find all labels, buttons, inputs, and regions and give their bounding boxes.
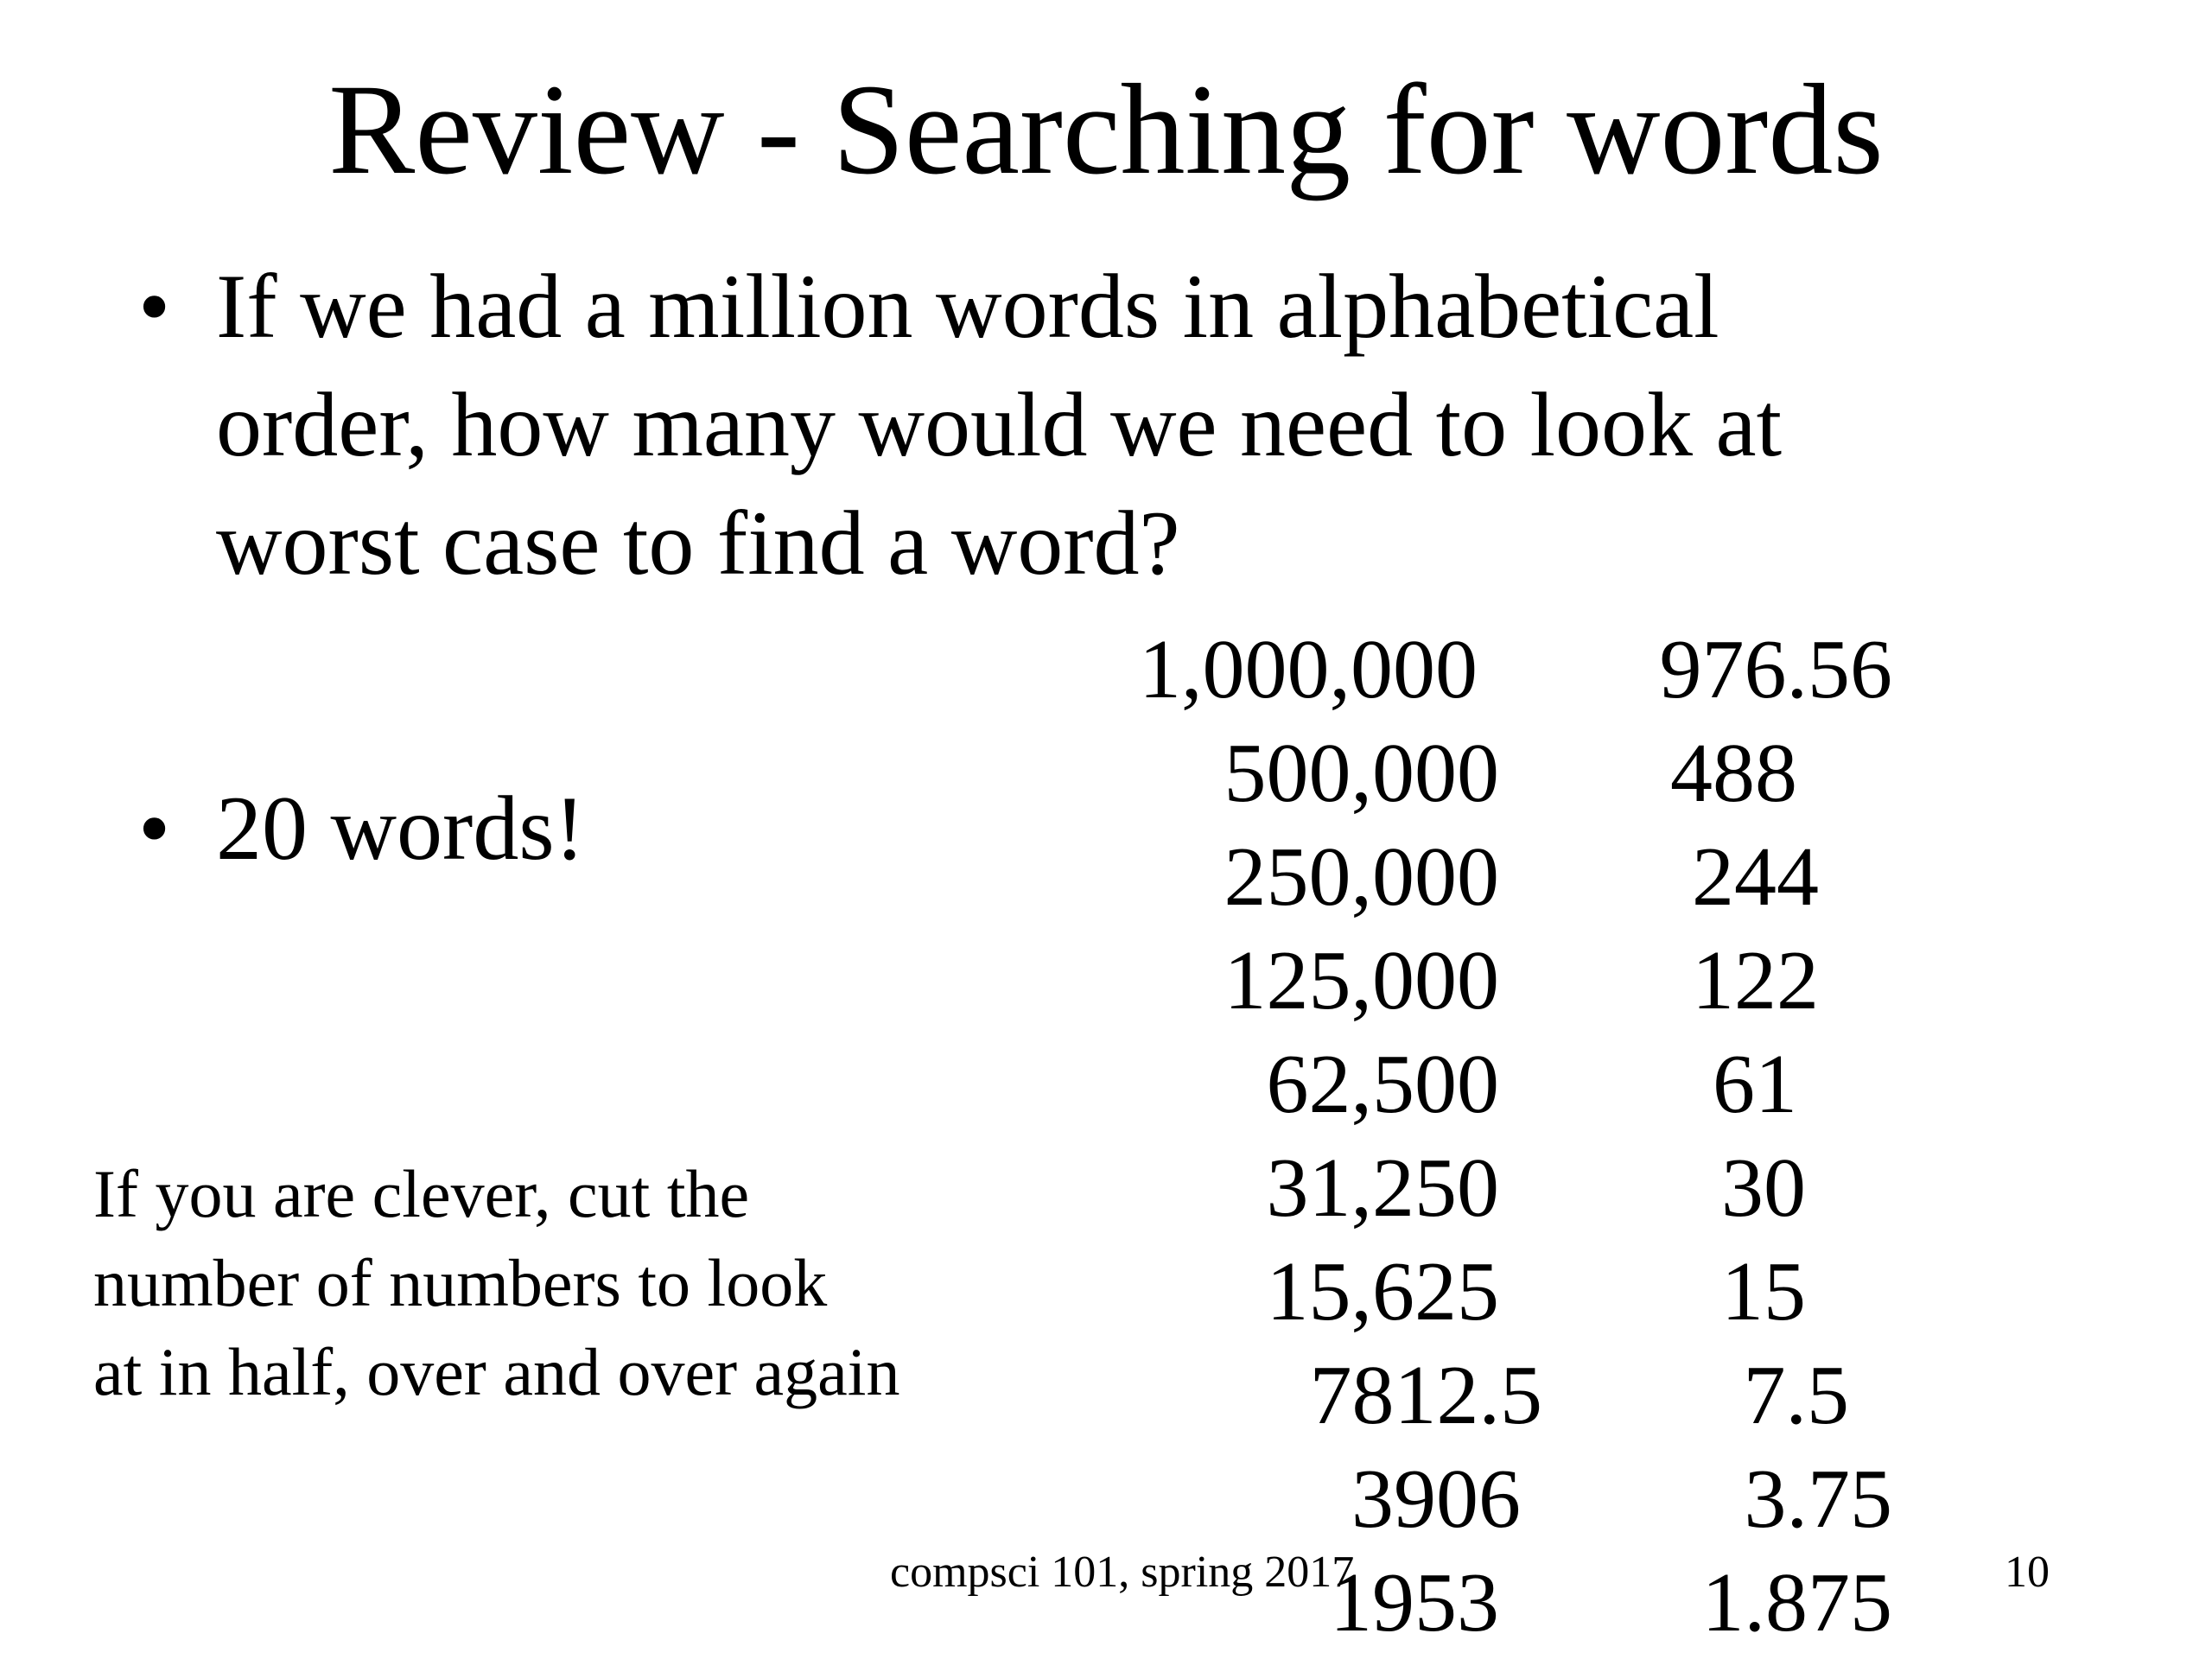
bullet-answer [138, 769, 830, 890]
bullet-text: 20 words! [216, 778, 585, 879]
table-value-a: 31,250 [1266, 1141, 1499, 1235]
table-value-a: 500,000 [1224, 727, 1499, 820]
footer-page-number: 10 [2005, 1548, 2050, 1597]
footer-course: compsci 101, spring 2017 [890, 1548, 1355, 1597]
slide-title: Review - Searching for words [328, 58, 1884, 201]
table-value-b: 30 [1721, 1141, 1806, 1235]
bullet-text: If we had a million words in alphabetical order, how many would we need to look at worst case to find a word? [216, 256, 1783, 594]
table-value-a: 3906 [1351, 1452, 1521, 1546]
bullet-marker: • [138, 256, 171, 357]
table-value-a: 15,625 [1266, 1245, 1499, 1338]
table-value-a: 250,000 [1224, 830, 1499, 924]
table-value-b: 488 [1670, 727, 1797, 820]
side-note-line: If you are clever, cut the [93, 1156, 750, 1231]
table-value-b: 1.875 [1701, 1556, 1892, 1649]
table-value-b: 976.56 [1659, 623, 1892, 716]
side-note [93, 1149, 1044, 1416]
table-value-b: 244 [1692, 830, 1819, 924]
table-value-a: 62,500 [1266, 1038, 1499, 1131]
side-note-line: at in half, over and over again [93, 1334, 900, 1409]
table-value-a: 1,000,000 [1139, 623, 1478, 716]
table-value-a: 125,000 [1224, 934, 1499, 1027]
table-value-a: 7812.5 [1309, 1349, 1542, 1442]
bullet-question [138, 247, 2082, 610]
table-value-a: 1953 [1330, 1556, 1499, 1649]
side-note-line: number of numbers to look [93, 1245, 828, 1320]
bullet-marker: • [138, 778, 171, 879]
table-value-b: 7.5 [1743, 1349, 1849, 1442]
table-value-b: 15 [1721, 1245, 1806, 1338]
table-value-b: 122 [1692, 934, 1819, 1027]
table-value-b: 3.75 [1744, 1452, 1892, 1546]
table-value-b: 61 [1713, 1038, 1797, 1131]
